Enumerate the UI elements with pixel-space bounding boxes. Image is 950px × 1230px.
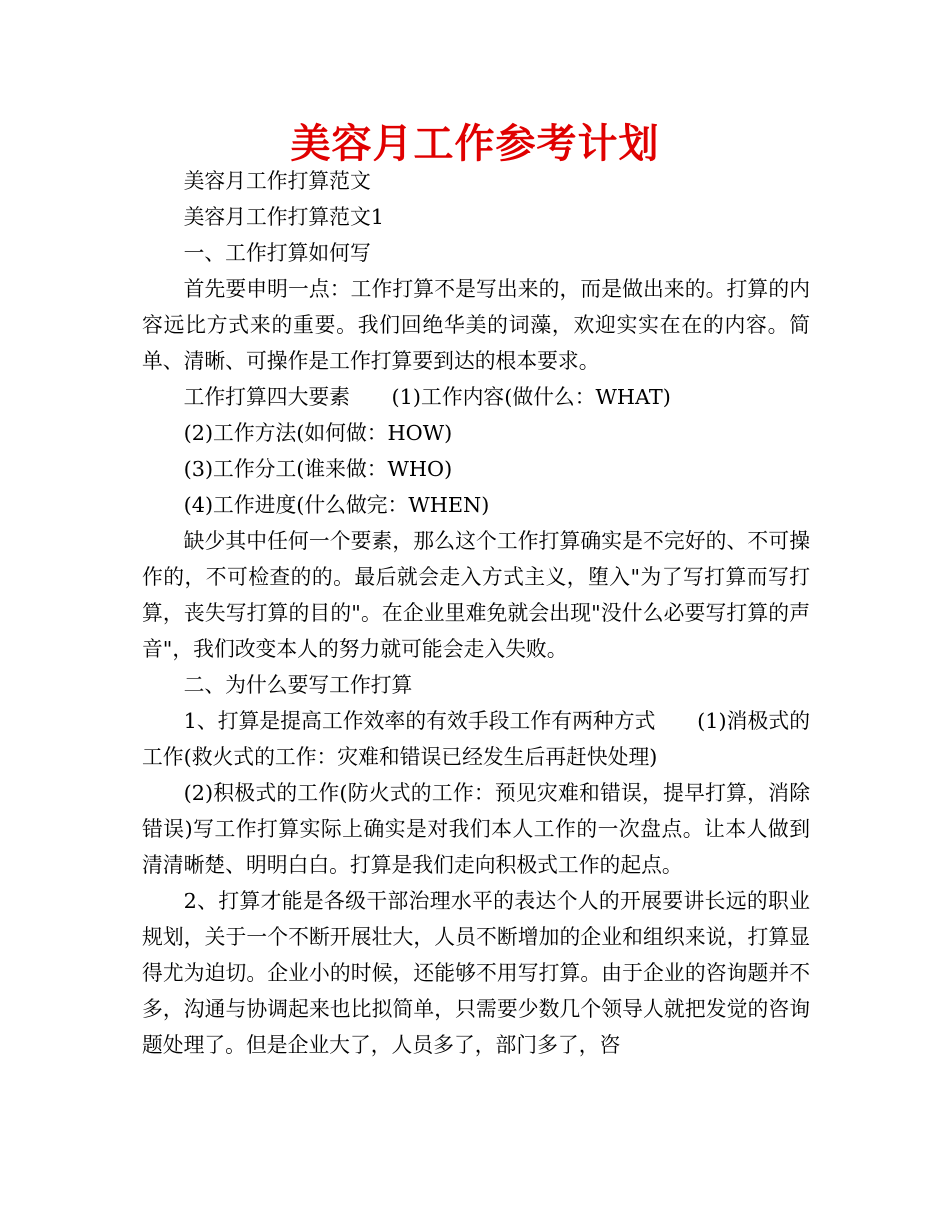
paragraph: 首先要申明一点：工作打算不是写出来的，而是做出来的。打算的内容远比方式来的重要。我们回绝华美的词藻，欢迎实实在在的内容。简单、清晰、可操作是工作打算要到达的根本要求。 xyxy=(142,277,810,373)
document-body xyxy=(142,163,810,1063)
paragraph: 1、打算是提高工作效率的有效手段工作有两种方式 (1)消极式的工作(救火式的工作：灾难和错误已经发生后再赶快处理) xyxy=(142,709,810,769)
list-item: (4)工作进度(什么做完：WHEN) xyxy=(183,493,490,517)
section-heading: 一、工作打算如何写 xyxy=(183,241,371,265)
paragraph: (2)积极式的工作(防火式的工作：预见灾难和错误，提早打算，消除错误)写工作打算实际上确实是对我们本人工作的一次盘点。让本人做到清清晰楚、明明白白。打算是我们走向积极式工作的起点。 xyxy=(142,781,810,877)
paragraph: 2、打算才能是各级干部治理水平的表达个人的开展要讲长远的职业规划，关于一个不断开展壮大，人员不断增加的企业和组织来说，打算显得尤为迫切。企业小的时候，还能够不用写打算。由于企业的咨询题并不多，沟通与协调起来也比拟简单，只需要少数几个领导人就把发觉的咨询题处理了。但是企业大了，人员多了，部门多了，咨 xyxy=(142,889,810,1057)
paragraph: 美容月工作打算范文 xyxy=(183,169,371,193)
paragraph: 工作打算四大要素 (1)工作内容(做什么：WHAT) xyxy=(183,385,671,409)
list-item: (3)工作分工(谁来做：WHO) xyxy=(183,457,453,481)
list-item: (2)工作方法(如何做：HOW) xyxy=(183,421,453,445)
section-heading: 二、为什么要写工作打算 xyxy=(183,673,413,697)
document-title: 美容月工作参考计划 xyxy=(290,121,660,167)
paragraph: 缺少其中任何一个要素，那么这个工作打算确实是不完好的、不可操作的，不可检查的的。最后就会走入方式主义，堕入"为了写打算而写打算，丧失写打算的目的"。在企业里难免就会出现"没什么必要写打算的声音"，我们改变本人的努力就可能会走入失败。 xyxy=(142,529,810,661)
paragraph: 美容月工作打算范文1 xyxy=(183,205,384,229)
